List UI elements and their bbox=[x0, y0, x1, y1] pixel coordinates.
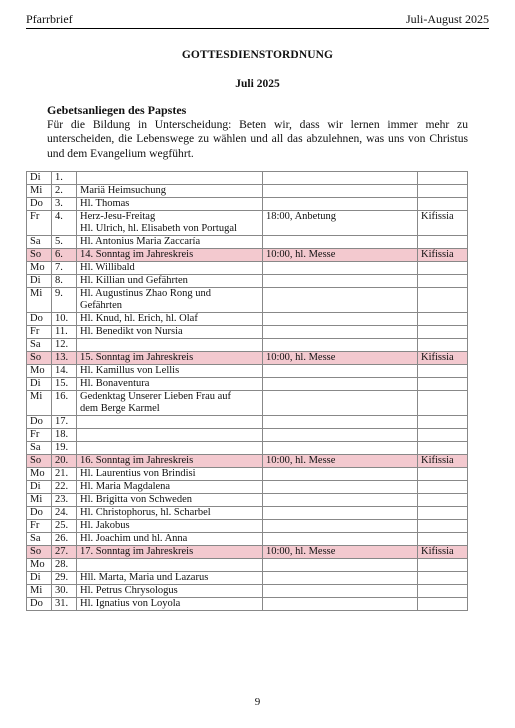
feast-cell bbox=[77, 520, 263, 533]
location-cell bbox=[418, 533, 468, 546]
location-cell bbox=[418, 339, 468, 352]
schedule-row bbox=[27, 468, 468, 481]
feast-line: dem Berge Karmel bbox=[80, 403, 160, 414]
location-cell: Kifissia bbox=[418, 546, 468, 559]
weekday-cell: Sa bbox=[27, 236, 52, 249]
feast-line: Hl. Christophorus, hl. Scharbel bbox=[80, 507, 211, 518]
day-cell: 9. bbox=[52, 288, 77, 313]
feast-line: Hll. Marta, Maria und Lazarus bbox=[80, 572, 209, 583]
feast-line: Hl. Willibald bbox=[80, 262, 135, 273]
location-cell bbox=[418, 442, 468, 455]
day-cell: 3. bbox=[52, 198, 77, 211]
weekday-cell: Do bbox=[27, 507, 52, 520]
location-cell bbox=[418, 172, 468, 185]
feast-line: Hl. Joachim und hl. Anna bbox=[80, 533, 188, 544]
location-cell: Kifissia bbox=[418, 249, 468, 262]
schedule-row bbox=[27, 262, 468, 275]
feast-line: Gedenktag Unserer Lieben Frau auf bbox=[80, 391, 232, 402]
schedule-row bbox=[27, 481, 468, 494]
schedule-row bbox=[27, 429, 468, 442]
service-time-cell bbox=[263, 494, 418, 507]
feast-line: Hl. Petrus Chrysologus bbox=[80, 585, 178, 596]
location-cell bbox=[418, 507, 468, 520]
day-cell: 6. bbox=[52, 249, 77, 262]
page-number: 9 bbox=[254, 696, 261, 708]
weekday-cell: So bbox=[27, 249, 52, 262]
weekday-cell: Di bbox=[27, 481, 52, 494]
service-time-cell: 18:00, Anbetung bbox=[263, 211, 418, 236]
feast-line: Hl. Knud, hl. Erich, hl. Olaf bbox=[80, 313, 198, 324]
schedule-row bbox=[27, 416, 468, 429]
feast-cell bbox=[77, 378, 263, 391]
feast-cell bbox=[77, 559, 263, 572]
location-cell bbox=[418, 288, 468, 313]
feast-cell bbox=[77, 365, 263, 378]
weekday-cell: Di bbox=[27, 275, 52, 288]
feast-cell bbox=[77, 236, 263, 249]
day-cell: 23. bbox=[52, 494, 77, 507]
feast-cell bbox=[77, 546, 263, 559]
feast-line: Gefährten bbox=[80, 300, 122, 311]
weekday-cell: Mi bbox=[27, 391, 52, 416]
schedule-row bbox=[27, 546, 468, 559]
schedule-row bbox=[27, 365, 468, 378]
weekday-cell: Di bbox=[27, 172, 52, 185]
location-cell bbox=[418, 520, 468, 533]
feast-cell bbox=[77, 352, 263, 365]
feast-cell bbox=[77, 262, 263, 275]
feast-cell bbox=[77, 585, 263, 598]
weekday-cell: So bbox=[27, 352, 52, 365]
weekday-cell: Mi bbox=[27, 494, 52, 507]
feast-line: Hl. Thomas bbox=[80, 198, 130, 209]
feast-line: Mariä Heimsuchung bbox=[80, 185, 167, 196]
feast-cell bbox=[77, 416, 263, 429]
weekday-cell: So bbox=[27, 546, 52, 559]
weekday-cell: Do bbox=[27, 313, 52, 326]
day-cell: 15. bbox=[52, 378, 77, 391]
schedule-row bbox=[27, 211, 468, 236]
day-cell: 11. bbox=[52, 326, 77, 339]
weekday-cell: Di bbox=[27, 572, 52, 585]
feast-line: Hl. Bonaventura bbox=[80, 378, 150, 389]
location-cell bbox=[418, 365, 468, 378]
header-issue: Juli-August 2025 bbox=[405, 12, 489, 26]
feast-line: Hl. Killian und Gefährten bbox=[80, 275, 188, 286]
feast-cell bbox=[77, 455, 263, 468]
feast-line: Hl. Antonius Maria Zaccaría bbox=[80, 236, 201, 247]
service-time-cell bbox=[263, 365, 418, 378]
day-cell: 25. bbox=[52, 520, 77, 533]
feast-line: Hl. Benedikt von Nursia bbox=[80, 326, 183, 337]
weekday-cell: Sa bbox=[27, 339, 52, 352]
feast-cell bbox=[77, 249, 263, 262]
location-cell bbox=[418, 494, 468, 507]
day-cell: 20. bbox=[52, 455, 77, 468]
schedule-row bbox=[27, 236, 468, 249]
schedule-row bbox=[27, 288, 468, 313]
service-time-cell: 10:00, hl. Messe bbox=[263, 455, 418, 468]
feast-cell bbox=[77, 429, 263, 442]
feast-cell bbox=[77, 391, 263, 416]
schedule-row bbox=[27, 352, 468, 365]
service-time-cell bbox=[263, 313, 418, 326]
feast-line: Hl. Maria Magdalena bbox=[80, 481, 171, 492]
feast-line: Hl. Laurentius von Brindisi bbox=[80, 468, 196, 479]
day-cell: 8. bbox=[52, 275, 77, 288]
service-time-cell bbox=[263, 275, 418, 288]
feast-cell bbox=[77, 533, 263, 546]
service-time-cell bbox=[263, 288, 418, 313]
feast-cell bbox=[77, 275, 263, 288]
service-time-cell bbox=[263, 391, 418, 416]
day-cell: 29. bbox=[52, 572, 77, 585]
feast-line: Hl. Ignatius von Loyola bbox=[80, 598, 181, 609]
day-cell: 4. bbox=[52, 211, 77, 236]
location-cell bbox=[418, 326, 468, 339]
service-time-cell bbox=[263, 416, 418, 429]
feast-cell bbox=[77, 572, 263, 585]
day-cell: 22. bbox=[52, 481, 77, 494]
weekday-cell: Mi bbox=[27, 288, 52, 313]
schedule-row bbox=[27, 572, 468, 585]
day-cell: 1. bbox=[52, 172, 77, 185]
schedule-row bbox=[27, 172, 468, 185]
schedule-row bbox=[27, 585, 468, 598]
location-cell bbox=[418, 559, 468, 572]
schedule-row bbox=[27, 533, 468, 546]
weekday-cell: So bbox=[27, 455, 52, 468]
location-cell bbox=[418, 378, 468, 391]
feast-cell bbox=[77, 288, 263, 313]
service-time-cell bbox=[263, 236, 418, 249]
service-time-cell bbox=[263, 339, 418, 352]
weekday-cell: Mi bbox=[27, 585, 52, 598]
weekday-cell: Do bbox=[27, 598, 52, 611]
schedule-row bbox=[27, 455, 468, 468]
service-time-cell bbox=[263, 378, 418, 391]
day-cell: 18. bbox=[52, 429, 77, 442]
service-time-cell bbox=[263, 172, 418, 185]
feast-line: 14. Sonntag im Jahreskreis bbox=[80, 249, 194, 260]
feast-cell bbox=[77, 507, 263, 520]
feast-cell bbox=[77, 185, 263, 198]
location-cell: Kifissia bbox=[418, 352, 468, 365]
service-time-cell bbox=[263, 468, 418, 481]
location-cell bbox=[418, 585, 468, 598]
day-cell: 7. bbox=[52, 262, 77, 275]
service-time-cell bbox=[263, 429, 418, 442]
location-cell bbox=[418, 391, 468, 416]
location-cell bbox=[418, 481, 468, 494]
location-cell bbox=[418, 262, 468, 275]
page-title: GOTTESDIENSTORDNUNG bbox=[181, 49, 334, 61]
weekday-cell: Do bbox=[27, 416, 52, 429]
schedule-table bbox=[26, 171, 468, 611]
service-time-cell bbox=[263, 572, 418, 585]
feast-cell bbox=[77, 339, 263, 352]
day-cell: 24. bbox=[52, 507, 77, 520]
day-cell: 31. bbox=[52, 598, 77, 611]
schedule-row bbox=[27, 326, 468, 339]
location-cell: Kifissia bbox=[418, 455, 468, 468]
day-cell: 28. bbox=[52, 559, 77, 572]
location-cell bbox=[418, 598, 468, 611]
day-cell: 10. bbox=[52, 313, 77, 326]
service-time-cell bbox=[263, 185, 418, 198]
feast-line: Hl. Augustinus Zhao Rong und bbox=[80, 288, 211, 299]
service-time-cell bbox=[263, 198, 418, 211]
feast-cell bbox=[77, 442, 263, 455]
weekday-cell: Sa bbox=[27, 533, 52, 546]
schedule-row bbox=[27, 391, 468, 416]
weekday-cell: Sa bbox=[27, 442, 52, 455]
feast-line: 16. Sonntag im Jahreskreis bbox=[80, 455, 194, 466]
feast-line: Hl. Kamillus von Lellis bbox=[80, 365, 180, 376]
service-time-cell bbox=[263, 533, 418, 546]
day-cell: 2. bbox=[52, 185, 77, 198]
location-cell bbox=[418, 275, 468, 288]
day-cell: 16. bbox=[52, 391, 77, 416]
location-cell bbox=[418, 198, 468, 211]
schedule-row bbox=[27, 598, 468, 611]
schedule-row bbox=[27, 313, 468, 326]
schedule-row bbox=[27, 198, 468, 211]
month-heading: Juli 2025 bbox=[235, 78, 280, 90]
feast-cell bbox=[77, 313, 263, 326]
schedule-row bbox=[27, 249, 468, 262]
feast-line: 15. Sonntag im Jahreskreis bbox=[80, 352, 194, 363]
schedule-row bbox=[27, 494, 468, 507]
prayer-intention-text: Für die Bildung in Unterscheidung: Beten wir, dass wir lernen immer mehr zu unterscheiden, die Lebenswege zu wählen und all das abzulehnen, was uns von Christus und dem Evangelium wegführt. bbox=[47, 118, 468, 160]
service-time-cell: 10:00, hl. Messe bbox=[263, 546, 418, 559]
feast-cell bbox=[77, 468, 263, 481]
location-cell bbox=[418, 185, 468, 198]
feast-line: Hl. Jakobus bbox=[80, 520, 130, 531]
schedule-row bbox=[27, 442, 468, 455]
prayer-intention-heading: Gebetsanliegen des Papstes bbox=[47, 103, 187, 117]
weekday-cell: Fr bbox=[27, 211, 52, 236]
feast-line: Hl. Ulrich, hl. Elisabeth von Portugal bbox=[80, 223, 237, 234]
weekday-cell: Mi bbox=[27, 185, 52, 198]
weekday-cell: Mo bbox=[27, 262, 52, 275]
schedule-row bbox=[27, 559, 468, 572]
schedule-row bbox=[27, 520, 468, 533]
schedule-row bbox=[27, 378, 468, 391]
feast-cell bbox=[77, 598, 263, 611]
service-time-cell bbox=[263, 520, 418, 533]
schedule-row bbox=[27, 275, 468, 288]
location-cell bbox=[418, 572, 468, 585]
day-cell: 17. bbox=[52, 416, 77, 429]
weekday-cell: Do bbox=[27, 198, 52, 211]
service-time-cell bbox=[263, 585, 418, 598]
feast-cell bbox=[77, 172, 263, 185]
schedule-row bbox=[27, 339, 468, 352]
day-cell: 30. bbox=[52, 585, 77, 598]
day-cell: 13. bbox=[52, 352, 77, 365]
location-cell bbox=[418, 468, 468, 481]
service-time-cell: 10:00, hl. Messe bbox=[263, 249, 418, 262]
location-cell bbox=[418, 429, 468, 442]
header-publication: Pfarrbrief bbox=[26, 12, 73, 26]
day-cell: 5. bbox=[52, 236, 77, 249]
weekday-cell: Mo bbox=[27, 365, 52, 378]
feast-line: Herz-Jesu-Freitag bbox=[80, 211, 156, 222]
location-cell bbox=[418, 313, 468, 326]
weekday-cell: Mo bbox=[27, 559, 52, 572]
service-time-cell bbox=[263, 442, 418, 455]
feast-cell bbox=[77, 326, 263, 339]
feast-cell bbox=[77, 481, 263, 494]
day-cell: 14. bbox=[52, 365, 77, 378]
day-cell: 26. bbox=[52, 533, 77, 546]
weekday-cell: Di bbox=[27, 378, 52, 391]
service-time-cell bbox=[263, 598, 418, 611]
schedule-row bbox=[27, 185, 468, 198]
feast-line: 17. Sonntag im Jahreskreis bbox=[80, 546, 194, 557]
weekday-cell: Fr bbox=[27, 429, 52, 442]
day-cell: 21. bbox=[52, 468, 77, 481]
location-cell bbox=[418, 416, 468, 429]
weekday-cell: Fr bbox=[27, 520, 52, 533]
location-cell: Kifissia bbox=[418, 211, 468, 236]
weekday-cell: Mo bbox=[27, 468, 52, 481]
day-cell: 27. bbox=[52, 546, 77, 559]
feast-cell bbox=[77, 211, 263, 236]
schedule-row bbox=[27, 507, 468, 520]
day-cell: 19. bbox=[52, 442, 77, 455]
service-time-cell bbox=[263, 559, 418, 572]
service-time-cell bbox=[263, 326, 418, 339]
service-time-cell bbox=[263, 262, 418, 275]
weekday-cell: Fr bbox=[27, 326, 52, 339]
location-cell bbox=[418, 236, 468, 249]
feast-line: Hl. Brigitta von Schweden bbox=[80, 494, 192, 505]
day-cell: 12. bbox=[52, 339, 77, 352]
feast-cell bbox=[77, 198, 263, 211]
service-time-cell bbox=[263, 507, 418, 520]
service-time-cell: 10:00, hl. Messe bbox=[263, 352, 418, 365]
service-time-cell bbox=[263, 481, 418, 494]
feast-cell bbox=[77, 494, 263, 507]
schedule-body bbox=[27, 172, 468, 611]
page-header bbox=[26, 12, 489, 29]
